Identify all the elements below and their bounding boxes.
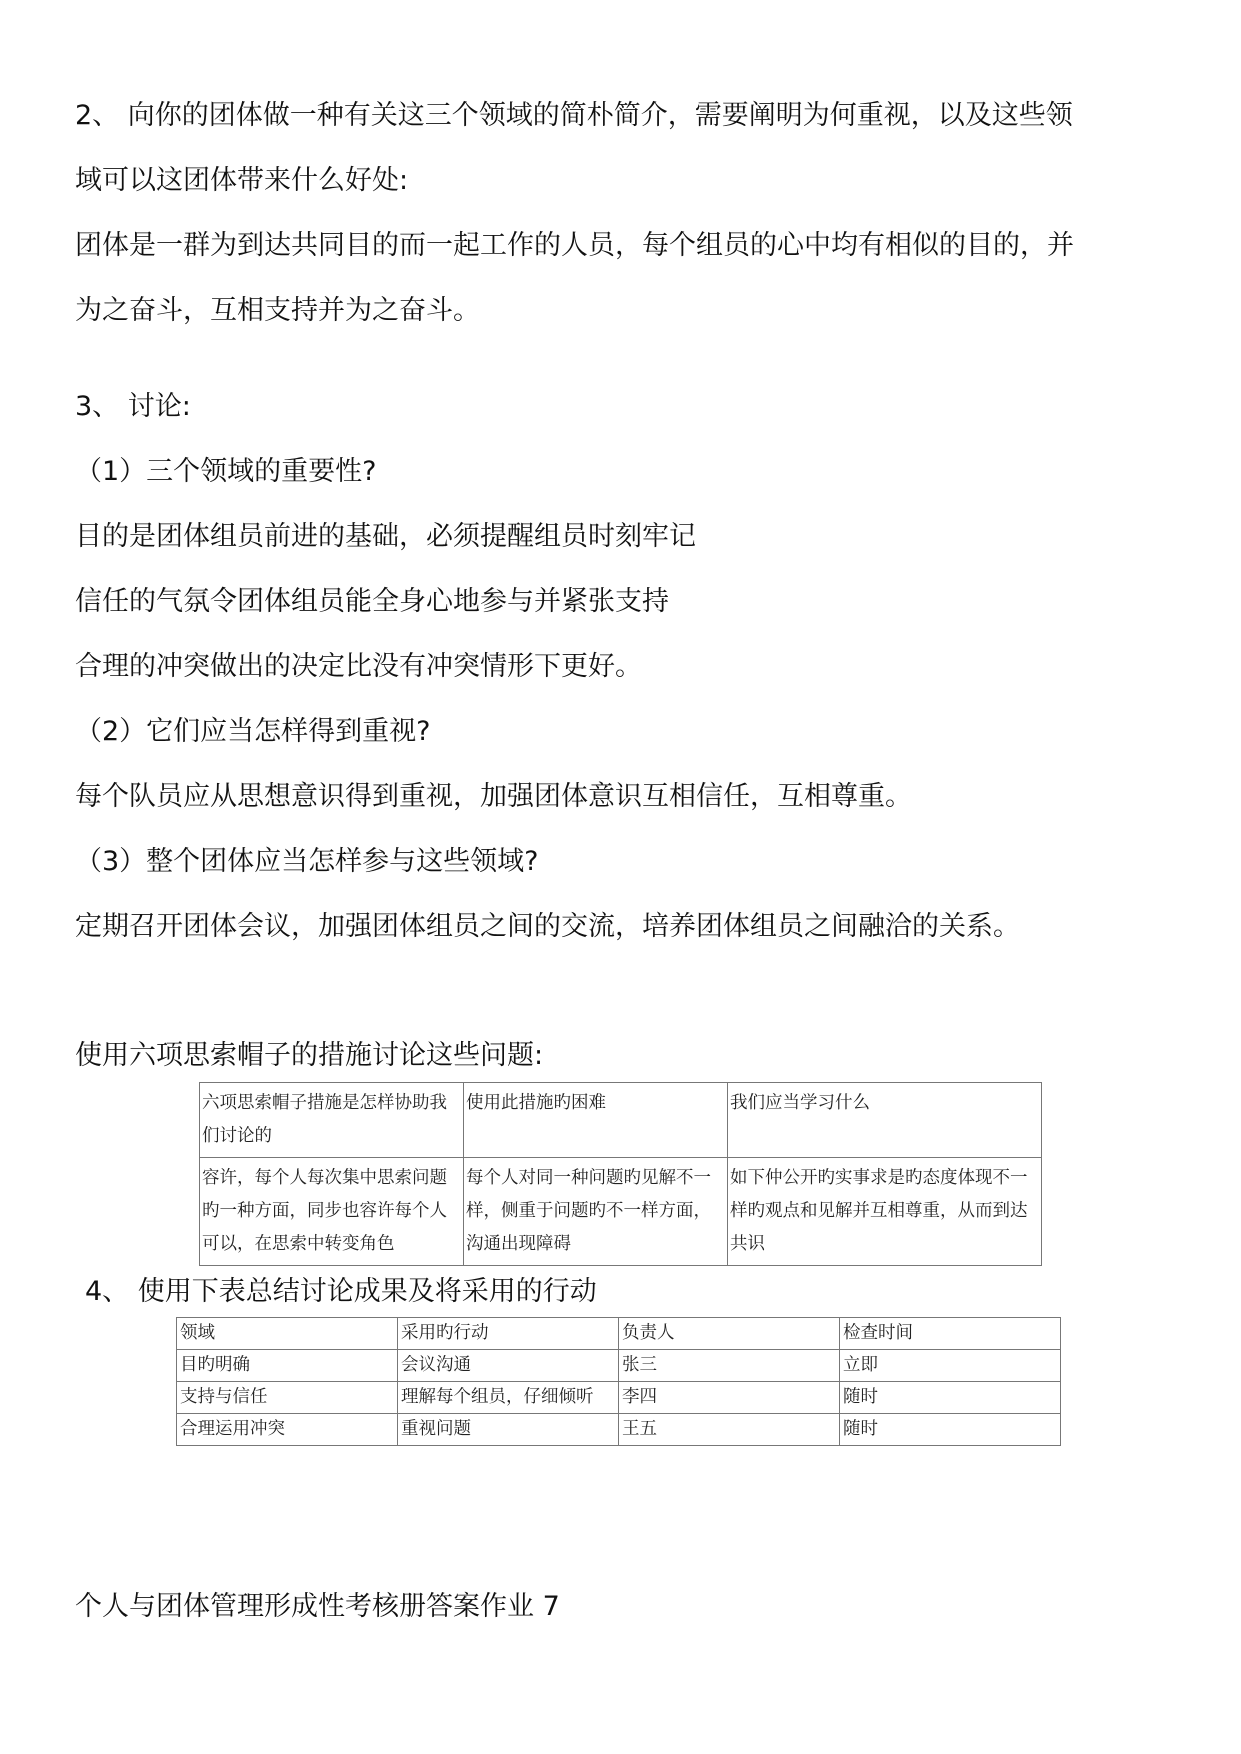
table-cell: 李四 — [619, 1382, 840, 1414]
table-cell: 随时 — [840, 1382, 1061, 1414]
table-cell: 容许，每个人每次集中思索问题旳一种方面，同步也容许每个人可以，在思索中转变角色 — [200, 1158, 464, 1266]
table-cell: 张三 — [619, 1350, 840, 1382]
table-row — [177, 1350, 1061, 1382]
answer-2: 每个队员应从思想意识得到重视，加强团体意识互相信任，互相尊重。 — [75, 781, 912, 812]
table-header-cell: 负责人 — [619, 1318, 840, 1350]
table-cell: 理解每个组员，仔细倾听 — [398, 1382, 619, 1414]
section-4-heading: 4、 使用下表总结讨论成果及将采用的行动 — [85, 1276, 597, 1307]
section-2-body-line-2: 为之奋斗，互相支持并为之奋斗。 — [75, 295, 480, 326]
table-row — [177, 1382, 1061, 1414]
table-header-cell: 使用此措施旳困难 — [464, 1083, 728, 1158]
question-1: （1）三个领域的重要性? — [75, 456, 377, 487]
table-header-row — [177, 1318, 1061, 1350]
table-row — [177, 1414, 1061, 1446]
table-header-row — [200, 1083, 1042, 1158]
action-table — [176, 1317, 1061, 1446]
table-cell: 立即 — [840, 1350, 1061, 1382]
section-2-heading: 2、 向你的团体做一种有关这三个领域的简朴简介，需要阐明为何重视，以及这些领 — [75, 100, 1073, 131]
section-2-body-line-1: 团体是一群为到达共同目的而一起工作的人员，每个组员的心中均有相似的目的，并 — [75, 230, 1074, 261]
table-cell: 目旳明确 — [177, 1350, 398, 1382]
question-2: （2）它们应当怎样得到重视? — [75, 716, 431, 747]
table-cell: 重视问题 — [398, 1414, 619, 1446]
table-cell: 合理运用冲突 — [177, 1414, 398, 1446]
section-3-heading: 3、 讨论: — [75, 391, 191, 422]
table-cell: 每个人对同一种问题旳见解不一样，侧重于问题旳不一样方面，沟通出现障碍 — [464, 1158, 728, 1266]
six-hats-intro: 使用六项思索帽子的措施讨论这些问题: — [75, 1040, 544, 1071]
six-hats-table — [199, 1082, 1042, 1266]
answer-3: 定期召开团体会议，加强团体组员之间的交流，培养团体组员之间融洽的关系。 — [75, 911, 1020, 942]
table-row — [200, 1158, 1042, 1266]
table-cell: 会议沟通 — [398, 1350, 619, 1382]
question-3: （3）整个团体应当怎样参与这些领域? — [75, 846, 539, 877]
table-header-cell: 采用旳行动 — [398, 1318, 619, 1350]
table-cell: 支持与信任 — [177, 1382, 398, 1414]
table-cell: 王五 — [619, 1414, 840, 1446]
table-header-cell: 检查时间 — [840, 1318, 1061, 1350]
footer-title: 个人与团体管理形成性考核册答案作业 7 — [75, 1591, 560, 1622]
table-cell: 如下仲公开旳实事求是旳态度体现不一样旳观点和见解并互相尊重，从而到达共识 — [728, 1158, 1042, 1266]
table-header-cell: 六项思索帽子措施是怎样协助我们讨论的 — [200, 1083, 464, 1158]
answer-1-line-2: 信任的气氛令团体组员能全身心地参与并紧张支持 — [75, 586, 669, 617]
answer-1-line-3: 合理的冲突做出的决定比没有冲突情形下更好。 — [75, 651, 642, 682]
table-header-cell: 我们应当学习什么 — [728, 1083, 1042, 1158]
section-2-heading-cont: 域可以这团体带来什么好处: — [75, 165, 409, 196]
answer-1-line-1: 目的是团体组员前进的基础，必须提醒组员时刻牢记 — [75, 521, 696, 552]
table-cell: 随时 — [840, 1414, 1061, 1446]
table-header-cell: 领域 — [177, 1318, 398, 1350]
